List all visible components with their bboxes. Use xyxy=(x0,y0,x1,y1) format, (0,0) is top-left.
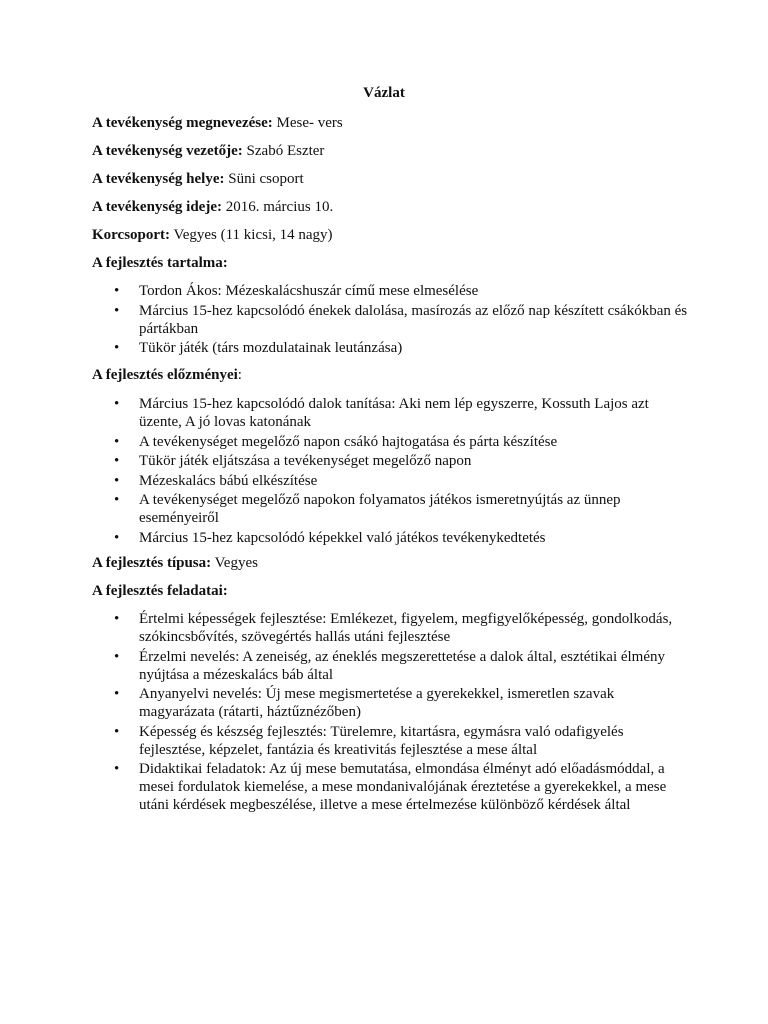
list-item: • Érzelmi nevelés: A zeneiség, az éneklés megszerettetése a dalok által, esztétikai élmény nyújtása a mézeskalács báb által xyxy=(92,648,692,684)
type-value: Vegyes xyxy=(211,555,258,571)
list-item: • Értelmi képességek fejlesztése: Emlékezet, figyelem, megfigyelőképesség, gondolkodás, szókincsbővítés, szövegértés hallás utáni fejlesztése xyxy=(92,610,692,646)
age-group-label: Korcsoport: xyxy=(92,227,171,243)
activity-name-line xyxy=(92,114,343,132)
age-group-line xyxy=(92,226,333,244)
tasks-heading: A fejlesztés feladatai: xyxy=(92,583,228,599)
activity-date-value: 2016. március 10. xyxy=(221,199,334,215)
list-item: • Március 15-hez kapcsolódó képekkel való játékos tevékenykedtetés xyxy=(92,529,692,547)
list-item: • Képesség és készség fejlesztés: Türelemre, kitartásra, egymásra való odafigyelés fejlesztése, képzelet, fantázia és kreativitás fejlesztése a mese által xyxy=(92,723,692,759)
list-item: • Március 15-hez kapcsolódó énekek dalolása, masírozás az előző nap készített csákókban és pártákban xyxy=(92,302,692,338)
antecedents-list xyxy=(92,395,692,548)
list-item: • Didaktikai feladatok: Az új mese bemutatása, elmondása élményt adó előadásmóddal, a mesei fordulatok kiemelése, a mese mondanivalójának éreztetése a gyerekekkel, a mese utáni kérdések megbeszélése, illetve a mese értelmezése különböző kérdések által xyxy=(92,760,692,814)
tasks-list xyxy=(92,610,692,816)
activity-place-value: Süni csoport xyxy=(224,171,304,187)
content-list xyxy=(92,282,692,359)
list-item: • Tükör játék (társ mozdulatainak leutánzása) xyxy=(92,339,692,357)
type-label: A fejlesztés típusa: xyxy=(92,555,212,571)
activity-place-label: A tevékenység helye: xyxy=(92,171,225,187)
activity-name-value: Mese- vers xyxy=(272,115,343,131)
age-group-value: Vegyes (11 kicsi, 14 nagy) xyxy=(170,227,333,243)
document-title: Vázlat xyxy=(363,85,405,101)
list-item: • Mézeskalács bábú elkészítése xyxy=(92,472,692,490)
list-item: • Március 15-hez kapcsolódó dalok tanítása: Aki nem lép egyszerre, Kossuth Lajos azt üzente, A jó lovas katonának xyxy=(92,395,692,431)
activity-leader-value: Szabó Eszter xyxy=(242,143,325,159)
activity-place-line xyxy=(92,170,304,188)
list-item: • A tevékenységet megelőző napon csákó hajtogatása és párta készítése xyxy=(92,433,692,451)
antecedents-colon: : xyxy=(237,367,242,383)
list-item: • Tükör játék eljátszása a tevékenységet megelőző napon xyxy=(92,452,692,470)
antecedents-heading: A fejlesztés előzményei xyxy=(92,367,238,383)
list-item: • A tevékenységet megelőző napokon folyamatos játékos ismeretnyújtás az ünnep eseményeiről xyxy=(92,491,692,527)
list-item: • Tordon Ákos: Mézeskalácshuszár című mese elmesélése xyxy=(92,282,692,300)
type-line xyxy=(92,554,258,572)
activity-name-label: A tevékenység megnevezése: xyxy=(92,115,273,131)
list-item: • Anyanyelvi nevelés: Új mese megismertetése a gyerekekkel, ismeretlen szavak magyarázata (rátarti, háztűznézőben) xyxy=(92,685,692,721)
activity-leader-label: A tevékenység vezetője: xyxy=(92,143,243,159)
activity-date-label: A tevékenység ideje: xyxy=(92,199,222,215)
antecedents-heading-line xyxy=(92,366,242,384)
activity-date-line xyxy=(92,198,333,216)
activity-leader-line xyxy=(92,142,324,160)
content-heading: A fejlesztés tartalma: xyxy=(92,255,228,271)
